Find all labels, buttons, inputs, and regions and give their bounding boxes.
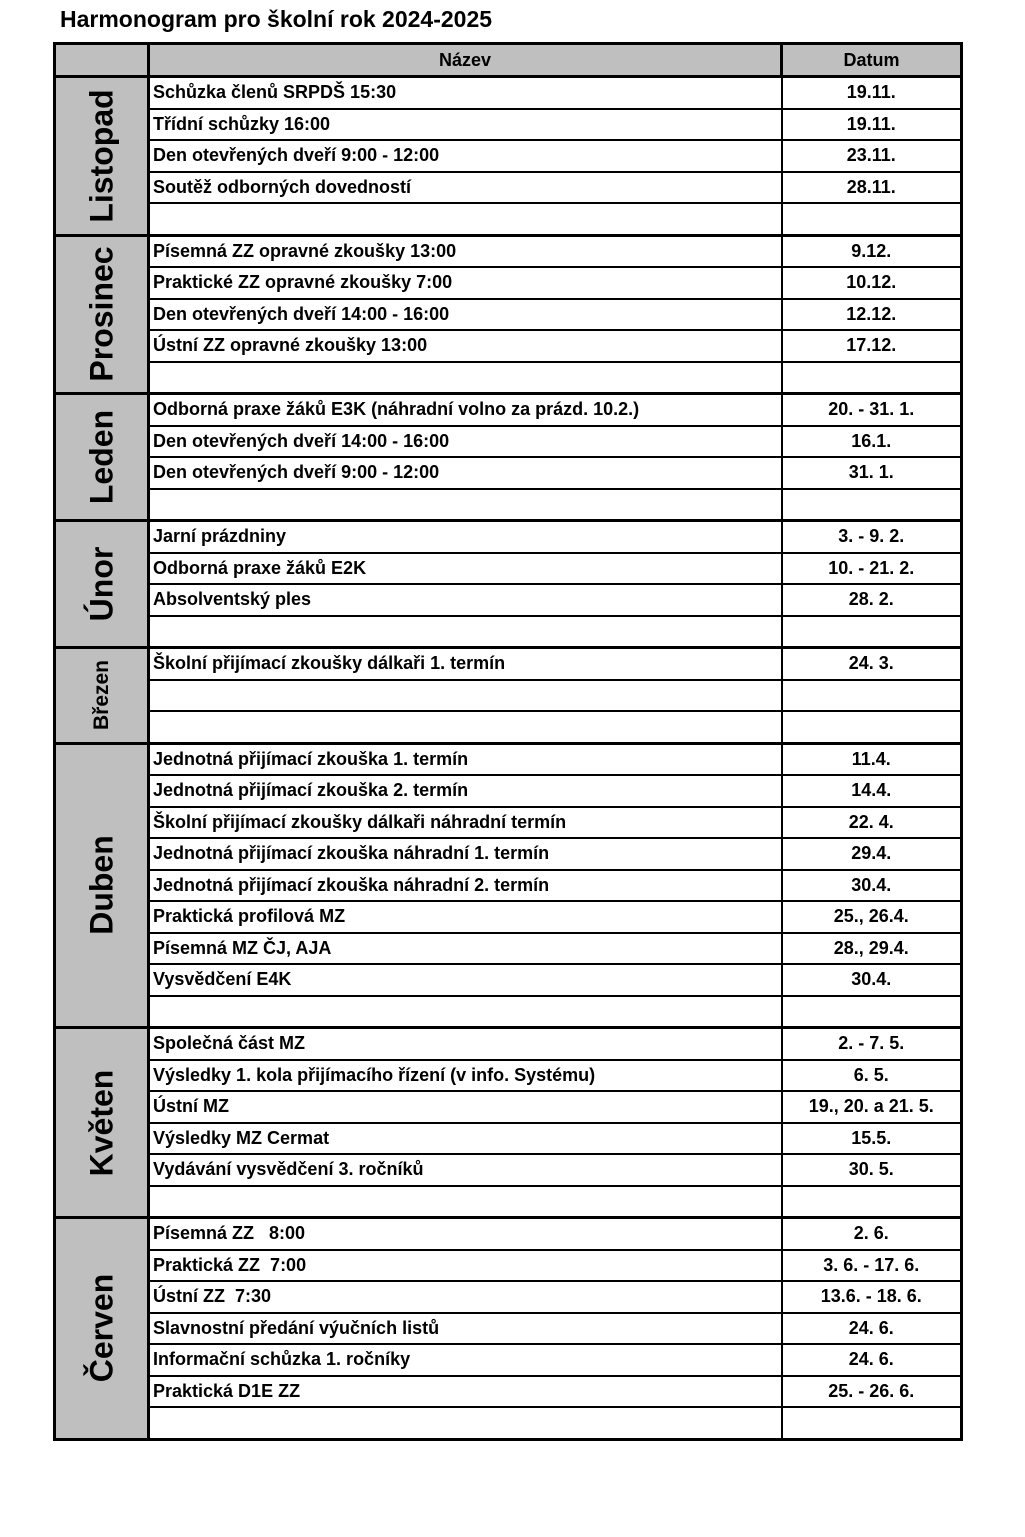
event-date-cell: 25., 26.4. bbox=[782, 901, 962, 933]
document-title: Harmonogram pro školní rok 2024-2025 bbox=[60, 6, 493, 32]
event-name-cell: Školní přijímací zkoušky dálkaři 1. termín bbox=[149, 648, 782, 680]
event-date-cell bbox=[782, 680, 962, 712]
table-row bbox=[55, 299, 962, 331]
event-date-cell: 12.12. bbox=[782, 299, 962, 331]
event-name-cell bbox=[149, 203, 782, 235]
month-cell bbox=[55, 235, 149, 394]
event-date-cell: 10. - 21. 2. bbox=[782, 553, 962, 585]
event-date-cell bbox=[782, 362, 962, 394]
event-name-cell: Slavnostní předání výučních listů bbox=[149, 1313, 782, 1345]
month-cell bbox=[55, 648, 149, 744]
table-row bbox=[55, 838, 962, 870]
table-row bbox=[55, 362, 962, 394]
table-row bbox=[55, 775, 962, 807]
event-date-cell: 25. - 26. 6. bbox=[782, 1376, 962, 1408]
event-date-cell: 3. - 9. 2. bbox=[782, 521, 962, 553]
month-label: Březen bbox=[89, 660, 113, 731]
event-name-cell: Jednotná přijímací zkouška náhradní 1. termín bbox=[149, 838, 782, 870]
table-row bbox=[55, 1028, 962, 1060]
event-date-cell: 13.6. - 18. 6. bbox=[782, 1281, 962, 1313]
table-row bbox=[55, 521, 962, 553]
month-label: Leden bbox=[83, 409, 119, 505]
event-name-cell: Školní přijímací zkoušky dálkaři náhradní termín bbox=[149, 807, 782, 839]
month-cell bbox=[55, 77, 149, 236]
table-row bbox=[55, 1123, 962, 1155]
month-cell bbox=[55, 1218, 149, 1440]
event-date-cell bbox=[782, 1186, 962, 1218]
event-date-cell: 15.5. bbox=[782, 1123, 962, 1155]
event-name-cell: Ústní ZZ 7:30 bbox=[149, 1281, 782, 1313]
event-name-cell bbox=[149, 711, 782, 743]
event-date-cell: 28.11. bbox=[782, 172, 962, 204]
schedule-body bbox=[55, 77, 962, 1440]
table-row bbox=[55, 1250, 962, 1282]
event-date-cell: 14.4. bbox=[782, 775, 962, 807]
table-row bbox=[55, 1281, 962, 1313]
event-date-cell: 3. 6. - 17. 6. bbox=[782, 1250, 962, 1282]
event-date-cell bbox=[782, 616, 962, 648]
event-name-cell: Třídní schůzky 16:00 bbox=[149, 109, 782, 141]
event-name-cell: Praktická profilová MZ bbox=[149, 901, 782, 933]
event-name-cell: Soutěž odborných dovedností bbox=[149, 172, 782, 204]
event-date-cell: 30. 5. bbox=[782, 1154, 962, 1186]
schedule-table bbox=[53, 42, 963, 1441]
table-row bbox=[55, 457, 962, 489]
event-date-cell: 20. - 31. 1. bbox=[782, 394, 962, 426]
event-name-cell: Informační schůzka 1. ročníky bbox=[149, 1344, 782, 1376]
event-date-cell: 17.12. bbox=[782, 330, 962, 362]
event-date-cell: 24. 6. bbox=[782, 1313, 962, 1345]
month-label: Duben bbox=[83, 835, 119, 936]
header-name: Název bbox=[149, 44, 782, 77]
event-date-cell: 31. 1. bbox=[782, 457, 962, 489]
event-name-cell bbox=[149, 616, 782, 648]
event-name-cell: Společná část MZ bbox=[149, 1028, 782, 1060]
event-name-cell bbox=[149, 1407, 782, 1439]
table-row bbox=[55, 330, 962, 362]
event-name-cell bbox=[149, 996, 782, 1028]
table-row bbox=[55, 426, 962, 458]
table-row bbox=[55, 203, 962, 235]
event-name-cell: Písemná ZZ opravné zkoušky 13:00 bbox=[149, 235, 782, 267]
table-row bbox=[55, 1344, 962, 1376]
event-name-cell: Výsledky MZ Cermat bbox=[149, 1123, 782, 1155]
month-label: Prosinec bbox=[83, 246, 119, 382]
event-date-cell: 19., 20. a 21. 5. bbox=[782, 1091, 962, 1123]
header-date: Datum bbox=[782, 44, 962, 77]
table-row bbox=[55, 1218, 962, 1250]
table-row bbox=[55, 1186, 962, 1218]
table-row bbox=[55, 77, 962, 109]
month-label: Únor bbox=[83, 546, 119, 622]
table-row bbox=[55, 1313, 962, 1345]
table-row bbox=[55, 901, 962, 933]
event-date-cell: 19.11. bbox=[782, 77, 962, 109]
event-name-cell: Jednotná přijímací zkouška 1. termín bbox=[149, 743, 782, 775]
event-date-cell: 28. 2. bbox=[782, 584, 962, 616]
table-row bbox=[55, 1154, 962, 1186]
table-row bbox=[55, 807, 962, 839]
event-date-cell: 24. 6. bbox=[782, 1344, 962, 1376]
event-date-cell: 6. 5. bbox=[782, 1060, 962, 1092]
event-date-cell: 16.1. bbox=[782, 426, 962, 458]
table-row bbox=[55, 172, 962, 204]
header-row bbox=[55, 44, 962, 77]
event-date-cell: 28., 29.4. bbox=[782, 933, 962, 965]
event-name-cell: Výsledky 1. kola přijímacího řízení (v info. Systému) bbox=[149, 1060, 782, 1092]
month-cell bbox=[55, 521, 149, 648]
event-name-cell: Odborná praxe žáků E2K bbox=[149, 553, 782, 585]
event-date-cell: 22. 4. bbox=[782, 807, 962, 839]
table-row bbox=[55, 553, 962, 585]
event-date-cell: 29.4. bbox=[782, 838, 962, 870]
month-cell bbox=[55, 743, 149, 1028]
table-row bbox=[55, 1060, 962, 1092]
table-row bbox=[55, 140, 962, 172]
event-name-cell: Jednotná přijímací zkouška náhradní 2. termín bbox=[149, 870, 782, 902]
month-cell bbox=[55, 394, 149, 521]
table-row bbox=[55, 870, 962, 902]
table-row bbox=[55, 1091, 962, 1123]
table-row bbox=[55, 680, 962, 712]
table-row bbox=[55, 933, 962, 965]
event-name-cell: Písemná MZ ČJ, AJA bbox=[149, 933, 782, 965]
table-row bbox=[55, 996, 962, 1028]
event-name-cell: Praktická D1E ZZ bbox=[149, 1376, 782, 1408]
table-row bbox=[55, 648, 962, 680]
table-row bbox=[55, 394, 962, 426]
table-row bbox=[55, 1407, 962, 1439]
table-row bbox=[55, 1376, 962, 1408]
event-date-cell bbox=[782, 203, 962, 235]
month-label: Červen bbox=[83, 1274, 119, 1383]
event-name-cell: Odborná praxe žáků E3K (náhradní volno za prázd. 10.2.) bbox=[149, 394, 782, 426]
table-row bbox=[55, 267, 962, 299]
event-date-cell: 9.12. bbox=[782, 235, 962, 267]
event-date-cell: 19.11. bbox=[782, 109, 962, 141]
event-date-cell: 30.4. bbox=[782, 870, 962, 902]
event-name-cell: Praktické ZZ opravné zkoušky 7:00 bbox=[149, 267, 782, 299]
event-date-cell: 24. 3. bbox=[782, 648, 962, 680]
table-row bbox=[55, 711, 962, 743]
event-name-cell: Jarní prázdniny bbox=[149, 521, 782, 553]
event-date-cell: 10.12. bbox=[782, 267, 962, 299]
event-name-cell: Vydávání vysvědčení 3. ročníků bbox=[149, 1154, 782, 1186]
month-label: Listopad bbox=[83, 89, 119, 223]
table-row bbox=[55, 584, 962, 616]
event-name-cell: Jednotná přijímací zkouška 2. termín bbox=[149, 775, 782, 807]
event-name-cell: Ústní MZ bbox=[149, 1091, 782, 1123]
event-date-cell: 2. 6. bbox=[782, 1218, 962, 1250]
event-name-cell: Písemná ZZ 8:00 bbox=[149, 1218, 782, 1250]
event-name-cell: Absolventský ples bbox=[149, 584, 782, 616]
table-row bbox=[55, 964, 962, 996]
event-date-cell bbox=[782, 489, 962, 521]
event-name-cell bbox=[149, 489, 782, 521]
event-name-cell: Den otevřených dveří 14:00 - 16:00 bbox=[149, 299, 782, 331]
month-cell bbox=[55, 1028, 149, 1218]
event-name-cell bbox=[149, 680, 782, 712]
event-date-cell: 30.4. bbox=[782, 964, 962, 996]
event-name-cell: Praktická ZZ 7:00 bbox=[149, 1250, 782, 1282]
event-name-cell: Vysvědčení E4K bbox=[149, 964, 782, 996]
event-name-cell: Ústní ZZ opravné zkoušky 13:00 bbox=[149, 330, 782, 362]
event-date-cell: 11.4. bbox=[782, 743, 962, 775]
event-name-cell: Den otevřených dveří 9:00 - 12:00 bbox=[149, 140, 782, 172]
event-name-cell: Schůzka členů SRPDŠ 15:30 bbox=[149, 77, 782, 109]
event-name-cell: Den otevřených dveří 9:00 - 12:00 bbox=[149, 457, 782, 489]
table-row bbox=[55, 489, 962, 521]
table-row bbox=[55, 616, 962, 648]
month-label: Květen bbox=[83, 1069, 119, 1176]
event-name-cell: Den otevřených dveří 14:00 - 16:00 bbox=[149, 426, 782, 458]
table-row bbox=[55, 109, 962, 141]
event-name-cell bbox=[149, 1186, 782, 1218]
header-month bbox=[55, 44, 149, 77]
table-row bbox=[55, 235, 962, 267]
event-date-cell bbox=[782, 996, 962, 1028]
table-row bbox=[55, 743, 962, 775]
event-date-cell: 2. - 7. 5. bbox=[782, 1028, 962, 1060]
event-name-cell bbox=[149, 362, 782, 394]
event-date-cell: 23.11. bbox=[782, 140, 962, 172]
event-date-cell bbox=[782, 1407, 962, 1439]
event-date-cell bbox=[782, 711, 962, 743]
